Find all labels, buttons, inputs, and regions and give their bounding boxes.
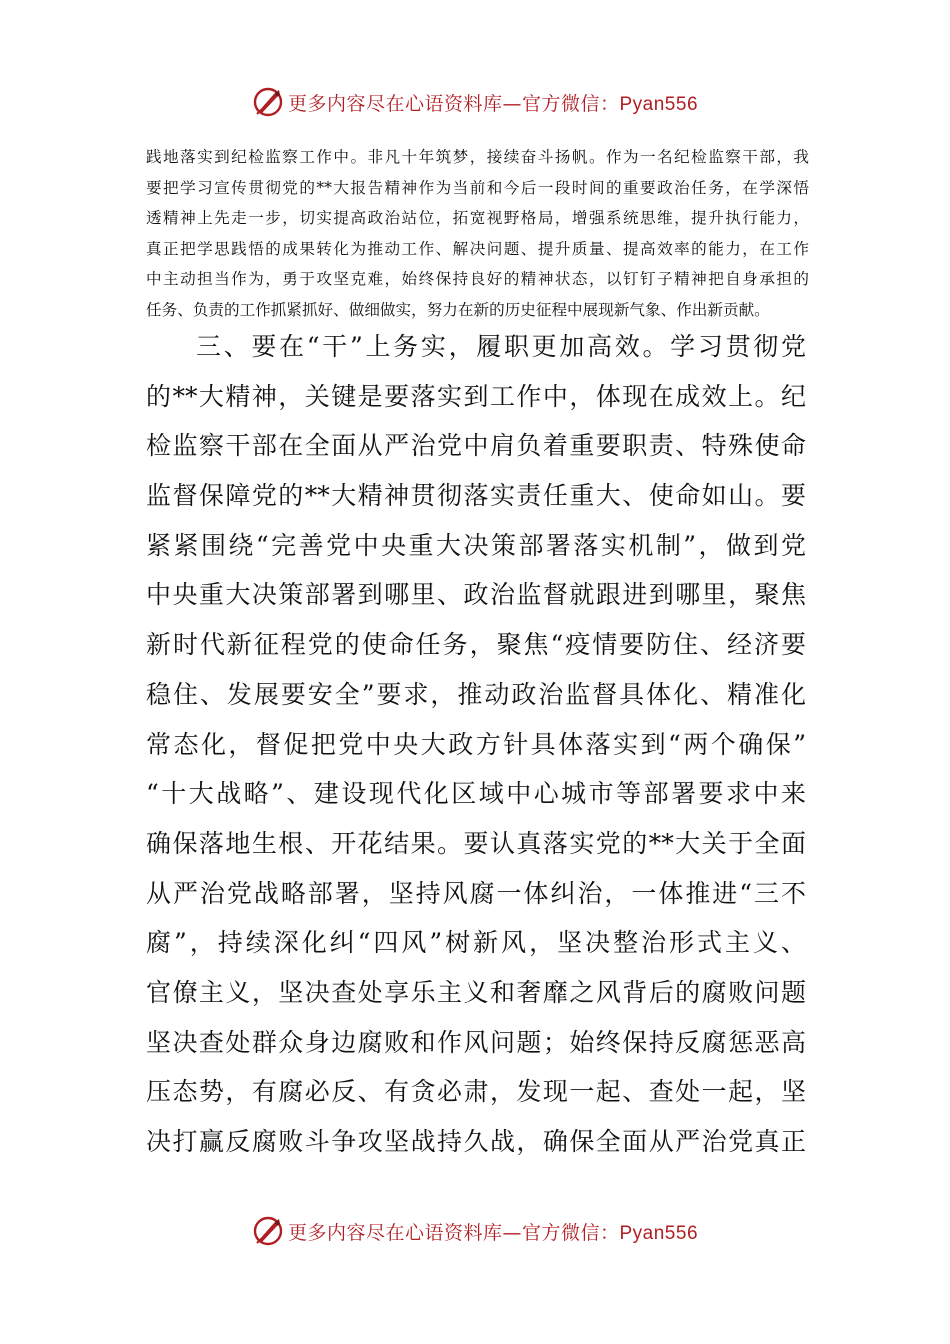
paragraph-line: 任务、负责的工作抓紧抓好、做细做实，努力在新的历史征程中展现新气象、作出新贡献。 [146,300,770,319]
paragraph-line: 常态化，督促把党中央大政方针具体落实到“两个确保” [146,729,806,759]
paragraph-line: 稳住、发展要安全”要求，推动政治监督具体化、精准化 [146,679,806,709]
banner-text [288,89,698,116]
paragraph-line: 决打赢反腐败斗争攻坚战持久战，确保全面从严治党真正 [146,1127,806,1156]
paragraph-line: 官僚主义，坚决查处享乐主义和奢靡之风背后的腐败问题 [146,977,806,1007]
wechat-id: Pyan556 [619,93,699,115]
footer-banner [0,1213,950,1249]
paragraph-line: 的**大精神，关键是要落实到工作中，体现在成效上。纪 [146,381,806,411]
paragraph-line: 中央重大决策部署到哪里、政治监督就跟进到哪里，聚焦 [146,580,806,610]
quill-pen-logo-icon [252,1215,284,1247]
quill-pen-logo-icon [252,86,284,118]
paragraph-line: 透精神上先走一步，切实提高政治站位，拓宽视野格局，增强系统思维，提升执行能力， [146,209,809,227]
paragraph-line: 紧紧围绕“完善党中央重大决策部署落实机制”，做到党 [146,530,806,560]
paragraph-line: “十大战略”、建设现代化区域中心城市等部署要求中来 [146,779,806,809]
paragraph-line: 坚决查处群众身边腐败和作风问题；始终保持反腐惩恶高 [146,1027,806,1057]
paragraph-line: 要把学习宣传贯彻党的**大报告精神作为当前和今后一段时间的重要政治任务，在学深悟 [146,178,809,197]
wechat-id: Pyan556 [619,1222,699,1244]
paragraph-line: 腐”，持续深化纠“四风”树新风，坚决整治形式主义、 [146,928,806,958]
banner-label: 更多内容尽在心语资料库—官方微信： [287,92,620,115]
paragraph-line: 从严治党战略部署，坚持风腐一体纠治，一体推进“三不 [146,878,806,908]
main-paragraph [146,322,806,1167]
paragraph-line: 中主动担当作为，勇于攻坚克难，始终保持良好的精神状态，以钉钉子精神把自身承担的 [146,270,809,288]
banner-label: 更多内容尽在心语资料库—官方微信： [287,1221,620,1244]
banner-text [288,1218,698,1245]
paragraph-line: 践地落实到纪检监察工作中。非凡十年筑梦，接续奋斗扬帆。作为一名纪检监察干部，我 [146,148,809,166]
paragraph-line: 确保落地生根、开花结果。要认真落实党的**大关于全面 [146,828,806,858]
section-heading-line: 三、要在“干”上务实，履职更加高效。学习贯彻党 [196,332,806,361]
header-banner [0,84,950,120]
intro-paragraph [146,142,809,325]
paragraph-line: 监督保障党的**大精神贯彻落实责任重大、使命如山。要 [146,481,806,511]
paragraph-line: 真正把学思践悟的成果转化为推动工作、解决问题、提升质量、提高效率的能力，在工作 [146,239,809,258]
paragraph-line: 新时代新征程党的使命任务，聚焦“疫情要防住、经济要 [146,630,806,660]
paragraph-line: 压态势，有腐必反、有贪必肃，发现一起、查处一起，坚 [146,1077,806,1107]
paragraph-line: 检监察干部在全面从严治党中肩负着重要职责、特殊使命 [146,431,806,461]
